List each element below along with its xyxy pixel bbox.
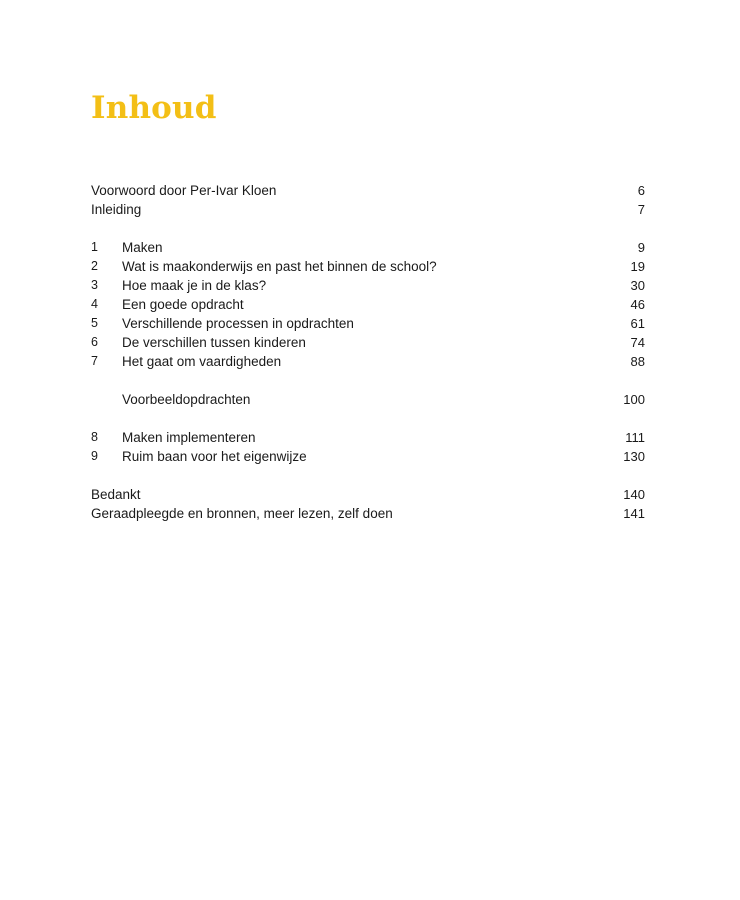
toc-entry-page: 88	[630, 354, 645, 369]
toc-entry-chapter-1[interactable]	[91, 238, 645, 257]
toc-entry-page: 111	[625, 430, 645, 445]
toc-entry-label: Maken implementeren	[122, 430, 256, 445]
toc-chapter-number: 6	[91, 335, 98, 349]
toc-entry-page: 19	[630, 259, 645, 274]
toc-entry-chapter-5[interactable]	[91, 314, 645, 333]
toc-entry-acknowledgements[interactable]	[91, 485, 645, 504]
toc-entry-page: 141	[623, 506, 645, 521]
toc-entry-chapter-3[interactable]	[91, 276, 645, 295]
toc-entry-label: Bedankt	[91, 487, 141, 502]
page-title: Inhoud	[91, 90, 217, 126]
toc-chapter-number: 1	[91, 240, 98, 254]
toc-entry-label: Ruim baan voor het eigenwijze	[122, 449, 307, 464]
toc-chapter-number: 3	[91, 278, 98, 292]
toc-entry-page: 74	[630, 335, 645, 350]
toc-entry-chapter-9[interactable]	[91, 447, 645, 466]
toc-entry-page: 6	[637, 183, 645, 198]
toc-entry-foreword[interactable]	[91, 181, 645, 200]
toc-entry-page: 46	[630, 297, 645, 312]
table-of-contents	[91, 181, 645, 523]
toc-entry-label: Een goede opdracht	[122, 297, 244, 312]
toc-entry-chapter-4[interactable]	[91, 295, 645, 314]
toc-chapter-number: 2	[91, 259, 98, 273]
toc-chapter-number: 7	[91, 354, 98, 368]
toc-entry-page: 7	[637, 202, 645, 217]
toc-entry-page: 61	[630, 316, 645, 331]
toc-entry-label: Voorbeeldopdrachten	[122, 392, 251, 407]
toc-entry-chapter-2[interactable]	[91, 257, 645, 276]
toc-entry-label: De verschillen tussen kinderen	[122, 335, 306, 350]
toc-entry-label: Hoe maak je in de klas?	[122, 278, 267, 293]
toc-chapter-number: 5	[91, 316, 98, 330]
toc-chapter-number: 9	[91, 449, 98, 463]
toc-entry-label: Verschillende processen in opdrachten	[122, 316, 354, 331]
toc-entry-example-assignments[interactable]	[91, 390, 645, 409]
toc-entry-page: 100	[623, 392, 645, 407]
toc-entry-label: Wat is maakonderwijs en past het binnen de school?	[122, 259, 437, 274]
toc-chapter-number: 4	[91, 297, 98, 311]
toc-chapter-number: 8	[91, 430, 98, 444]
toc-entry-label: Inleiding	[91, 202, 142, 217]
toc-entry-label: Het gaat om vaardigheden	[122, 354, 282, 369]
toc-entry-page: 130	[623, 449, 645, 464]
toc-entry-chapter-7[interactable]	[91, 352, 645, 371]
toc-entry-page: 9	[637, 240, 645, 255]
toc-entry-chapter-6[interactable]	[91, 333, 645, 352]
toc-entry-page: 140	[623, 487, 645, 502]
toc-entry-page: 30	[630, 278, 645, 293]
toc-entry-chapter-8[interactable]	[91, 428, 645, 447]
toc-entry-sources[interactable]	[91, 504, 645, 523]
toc-entry-label: Voorwoord door Per-Ivar Kloen	[91, 183, 277, 198]
toc-entry-label: Maken	[122, 240, 163, 255]
toc-entry-label: Geraadpleegde en bronnen, meer lezen, zelf doen	[91, 506, 393, 521]
toc-entry-introduction[interactable]	[91, 200, 645, 219]
